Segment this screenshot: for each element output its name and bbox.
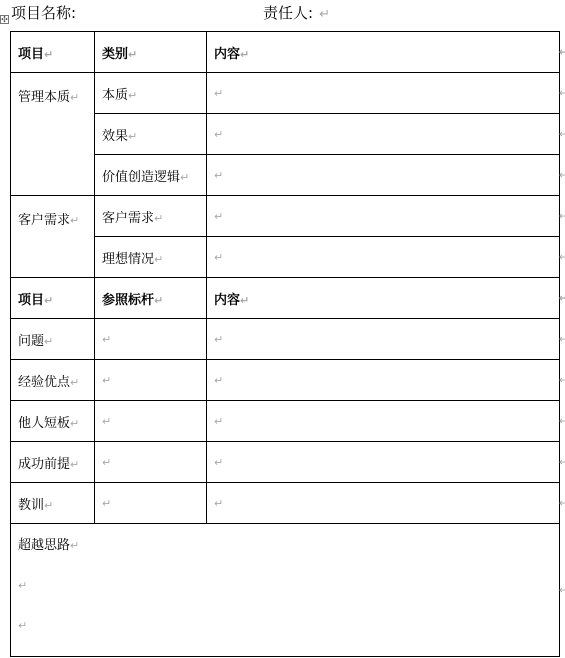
- beyond-thinking-cell[interactable]: [11, 524, 560, 657]
- category-cell[interactable]: 价值创造逻辑↵: [95, 155, 207, 196]
- content-cell[interactable]: ↵ ↵: [207, 483, 560, 524]
- owner-label: 责任人: ↵: [263, 4, 330, 22]
- table-row: [11, 73, 560, 114]
- paragraph-mark-icon: ↵: [319, 7, 330, 22]
- project-name-label: 项目名称:: [11, 4, 77, 22]
- benchmark-cell[interactable]: ↵: [95, 442, 207, 483]
- empty-paragraph: ↵: [18, 579, 28, 592]
- header-cell-benchmark[interactable]: 参照标杆↵: [95, 278, 207, 319]
- item-cell[interactable]: 他人短板↵: [11, 401, 95, 442]
- table-row: [11, 32, 560, 73]
- item-cell-management-essence[interactable]: 管理本质↵: [11, 73, 95, 196]
- content-cell[interactable]: ↵ ↵: [207, 155, 560, 196]
- table-row: [11, 278, 560, 319]
- item-cell[interactable]: 成功前提↵: [11, 442, 95, 483]
- benchmark-cell[interactable]: ↵: [95, 360, 207, 401]
- content-cell[interactable]: ↵ ↵: [207, 442, 560, 483]
- content-cell[interactable]: ↵ ↵: [207, 73, 560, 114]
- empty-paragraph: ↵: [18, 619, 28, 632]
- content-cell[interactable]: ↵ ↵: [207, 401, 560, 442]
- header-cell-category[interactable]: 类别↵: [95, 32, 207, 73]
- header-cell-content[interactable]: 内容↵ ↵: [207, 32, 560, 73]
- header-cell-item-2[interactable]: 项目↵: [11, 278, 95, 319]
- benchmark-cell[interactable]: ↵: [95, 319, 207, 360]
- category-cell[interactable]: 效果↵: [95, 114, 207, 155]
- content-cell[interactable]: ↵ ↵: [207, 319, 560, 360]
- form-table: [10, 31, 560, 657]
- content-cell[interactable]: ↵ ↵: [207, 360, 560, 401]
- item-cell-customer-demand[interactable]: 客户需求↵: [11, 196, 95, 278]
- table-move-handle-icon[interactable]: ✣: [1, 15, 8, 24]
- content-cell[interactable]: ↵ ↵: [207, 196, 560, 237]
- table-row: [11, 196, 560, 237]
- content-cell[interactable]: ↵ ↵: [207, 237, 560, 278]
- table-row: [11, 401, 560, 442]
- content-cell[interactable]: ↵ ↵: [207, 114, 560, 155]
- item-cell[interactable]: 教训↵: [11, 483, 95, 524]
- table-row: [11, 524, 560, 657]
- category-cell[interactable]: 理想情况↵: [95, 237, 207, 278]
- item-cell[interactable]: 经验优点↵: [11, 360, 95, 401]
- header-cell-content-2[interactable]: 内容↵ ↵: [207, 278, 560, 319]
- item-cell[interactable]: 问题↵: [11, 319, 95, 360]
- beyond-thinking-label: 超越思路↵: [18, 538, 80, 553]
- table-row: [11, 360, 560, 401]
- category-cell[interactable]: 本质↵: [95, 73, 207, 114]
- table-row: [11, 442, 560, 483]
- table-row: [11, 483, 560, 524]
- header-cell-item[interactable]: 项目↵: [11, 32, 95, 73]
- benchmark-cell[interactable]: ↵: [95, 483, 207, 524]
- table-row: [11, 319, 560, 360]
- benchmark-cell[interactable]: ↵: [95, 401, 207, 442]
- category-cell[interactable]: 客户需求↵: [95, 196, 207, 237]
